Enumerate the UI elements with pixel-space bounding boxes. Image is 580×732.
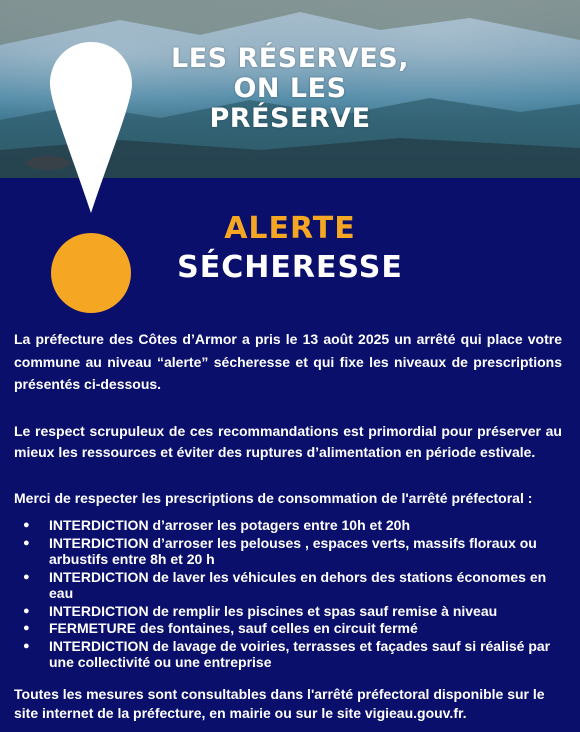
alert-type: SÉCHERESSE xyxy=(177,250,403,285)
alert-level: ALERTE xyxy=(224,211,356,246)
list-item: ● INTERDICTION de remplir les piscines et spas sauf remise à niveau xyxy=(14,603,562,620)
list-item: ● INTERDICTION de laver les véhicules en dehors des stations économes en eau xyxy=(14,569,562,602)
hero-title-line2: ON LES xyxy=(233,73,347,104)
request-paragraph: Merci de respecter les prescriptions de consommation de l'arrêté préfectoral : xyxy=(14,490,533,506)
prescriptions-list xyxy=(14,517,562,672)
importance-paragraph: Le respect scrupuleux de ces recommandations est primordial pour préserver au mieux les ressources et éviter des ruptures d’alimentation en période estivale. xyxy=(14,423,562,460)
hero-title xyxy=(160,44,420,134)
alert-heading xyxy=(150,210,430,288)
hero-title-line3: PRÉSERVE xyxy=(209,103,371,134)
hero-title-line1: LES RÉSERVES, xyxy=(171,43,409,74)
exclamation-dot-icon xyxy=(51,233,131,313)
footer-paragraph: Toutes les mesures sont consultables dans l'arrêté préfectoral disponible sur le site internet de la préfecture, en mairie ou sur le site vigieau.gouv.fr. xyxy=(14,686,545,721)
list-item: ● INTERDICTION de lavage de voiries, terrasses et façades sauf si réalisé par une collectivité ou une entreprise xyxy=(14,638,562,671)
list-item: ● INTERDICTION d’arroser les potagers entre 10h et 20h xyxy=(14,517,562,534)
list-item: ● INTERDICTION d’arroser les pelouses , espaces verts, massifs floraux ou arbustifs entre 8h et 20 h xyxy=(14,535,562,568)
exclamation-pin-icon xyxy=(48,40,134,215)
intro-paragraph: La préfecture des Côtes d’Armor a pris le 13 août 2025 un arrêté qui place votre commune au niveau “alerte” sécheresse et qui fixe les niveaux de prescriptions présentés ci-dessous. xyxy=(14,331,562,392)
list-item: ● FERMETURE des fontaines, sauf celles en circuit fermé xyxy=(14,620,562,637)
